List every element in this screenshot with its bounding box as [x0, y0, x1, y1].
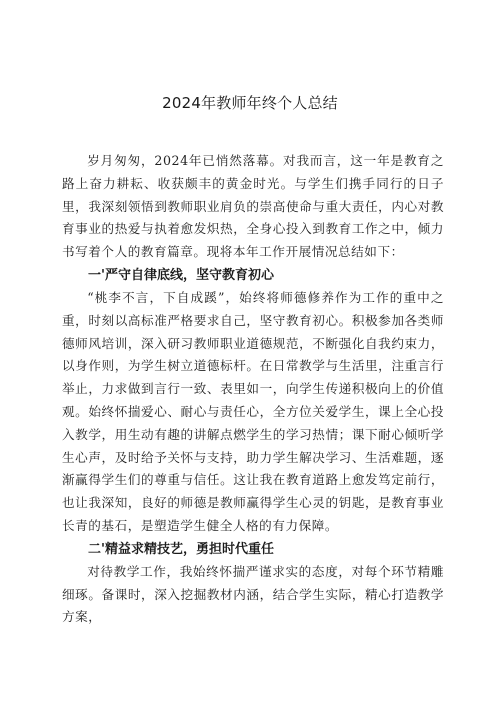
- section-2-heading: 二'精益求精技艺，勇担时代重任: [88, 541, 274, 557]
- section-1-paragraph: “桃李不言，下自成蹊”，始终将师德修养作为工作的重中之重，时刻以高标准严格要求自己，坚守教育初心。积极参加各类师德师风培训，深入研习教师职业道德规范，不断强化自我约束力，以身作则，为学生树立道德标杆。在日常教学与生活里，注重言行举止，力求做到言行一致、表里如一，向学生传递积极向上的价值观。始终怀揣爱心、耐心与责任心，全方位关爱学生，课上全心投入教学，用生动有趣的讲解点燃学生的学习热情；课下耐心倾听学生心声，及时给予关怀与支持，助力学生解决学习、生活难题，逐渐赢得学生们的尊重与信任。这让我在教育道路上愈发笃定前行，也让我深知，良好的师德是教师赢得学生心灵的钥匙，是教育事业长青的基石，是塑造学生健全人格的有力保障。: [62, 289, 444, 533]
- section-1-heading: 一'严守自律底线，坚守教育初心: [88, 267, 274, 283]
- section-2-paragraph: 对待教学工作，我始终怀揣严谨求实的态度，对每个环节精雕细琢。备课时，深入挖掘教材内涵，结合学生实际，精心打造教学方案，: [62, 563, 444, 625]
- document-title: 2024年教师年终个人总结: [162, 94, 338, 112]
- intro-paragraph: 岁月匆匆，2024年已悄然落幕。对我而言，这一年是教育之路上奋力耕耘、收获颇丰的黄金时光。与学生们携手同行的日子里，我深刻领悟到教师职业肩负的崇高使命与重大责任，内心对教育事业的热爱与执着愈发炽热，全身心投入到教育工作之中，倾力书写着个人的教育篇章。现将本年工作开展情况总结如下：: [62, 153, 444, 260]
- document-body: [62, 150, 444, 629]
